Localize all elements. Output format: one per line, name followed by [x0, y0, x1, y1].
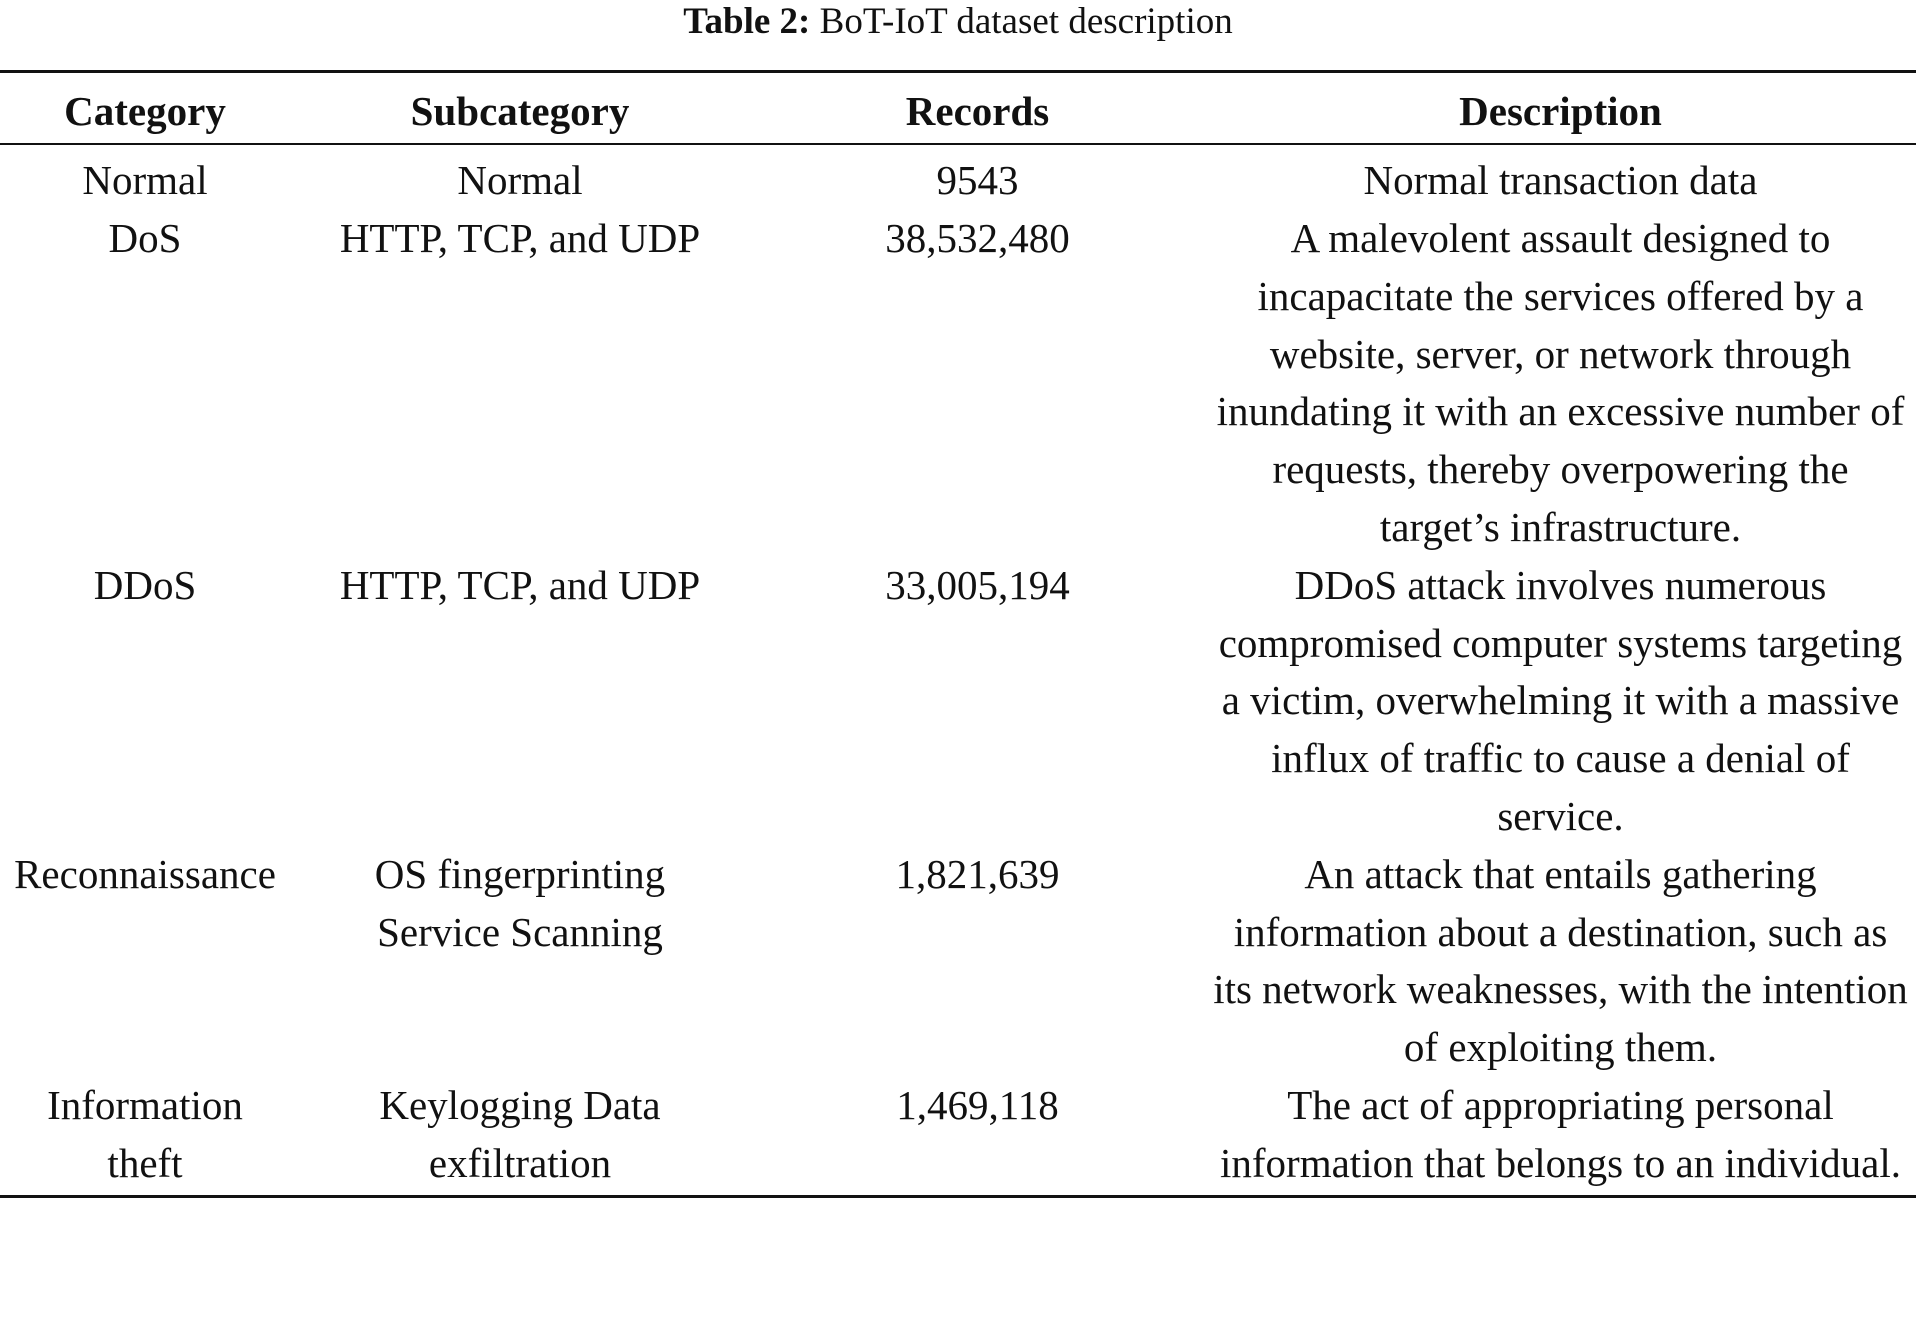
category-cell: Normal — [82, 157, 208, 204]
subcategory-line: HTTP, TCP, and UDP — [339, 214, 701, 261]
column-header-category: Category — [0, 72, 290, 145]
records-cell: 33,005,194 — [885, 561, 1070, 608]
category-cell: Information theft — [0, 1077, 290, 1196]
subcategory-cell — [290, 144, 750, 210]
category-cell: Reconnaissance — [14, 850, 276, 897]
description-cell: The act of appropriating personal information that belongs to an individual. — [1205, 1077, 1916, 1196]
subcategory-line: HTTP, TCP, and UDP — [339, 561, 701, 608]
table-caption-text: BoT-IoT dataset description — [819, 1, 1233, 42]
description-cell: DDoS attack involves numerous compromised computer systems targeting a victim, overwhelming it with a massive influx of traffic to cause a denial of service. — [1218, 561, 1903, 839]
records-cell: 9543 — [936, 157, 1019, 204]
table-caption — [0, 2, 1916, 43]
table-row — [0, 210, 1916, 557]
description-cell: A malevolent assault designed to incapacitate the services offered by a website, server, or network through inundating it with an excessive number of requests, thereby overpowering the target’s infrastructure. — [1216, 214, 1905, 550]
description-cell: An attack that entails gathering information about a destination, such as its network weaknesses, with the intention of exploiting them. — [1213, 850, 1908, 1071]
table-body — [0, 144, 1916, 1196]
records-cell: 38,532,480 — [885, 214, 1070, 261]
subcategory-cell — [290, 210, 750, 557]
column-header-records: Records — [750, 72, 1205, 145]
records-cell: 1,821,639 — [895, 850, 1060, 897]
column-header-description: Description — [1205, 72, 1916, 145]
category-cell: DDoS — [93, 561, 197, 608]
table-row — [0, 557, 1916, 846]
subcategory-line: Keylogging Data exfiltration — [379, 1081, 661, 1186]
subcategory-line: Service Scanning — [377, 908, 663, 955]
dataset-table-container — [0, 70, 1916, 1198]
table-row — [0, 1077, 1916, 1196]
subcategory-line: OS fingerprinting — [374, 850, 666, 897]
table-header — [0, 72, 1916, 145]
category-cell: DoS — [108, 214, 182, 261]
subcategory-cell — [290, 557, 750, 846]
records-cell: 1,469,118 — [750, 1077, 1205, 1196]
dataset-description-table — [0, 70, 1916, 1198]
subcategory-cell — [290, 1077, 750, 1196]
table-caption-label: Table 2: — [683, 1, 811, 42]
subcategory-line: Normal — [457, 157, 583, 204]
table-row — [0, 846, 1916, 1077]
table-row — [0, 144, 1916, 210]
table-header-row — [0, 72, 1916, 145]
subcategory-cell — [290, 846, 750, 1077]
description-cell: Normal transaction data — [1363, 157, 1758, 204]
column-header-subcategory: Subcategory — [290, 72, 750, 145]
